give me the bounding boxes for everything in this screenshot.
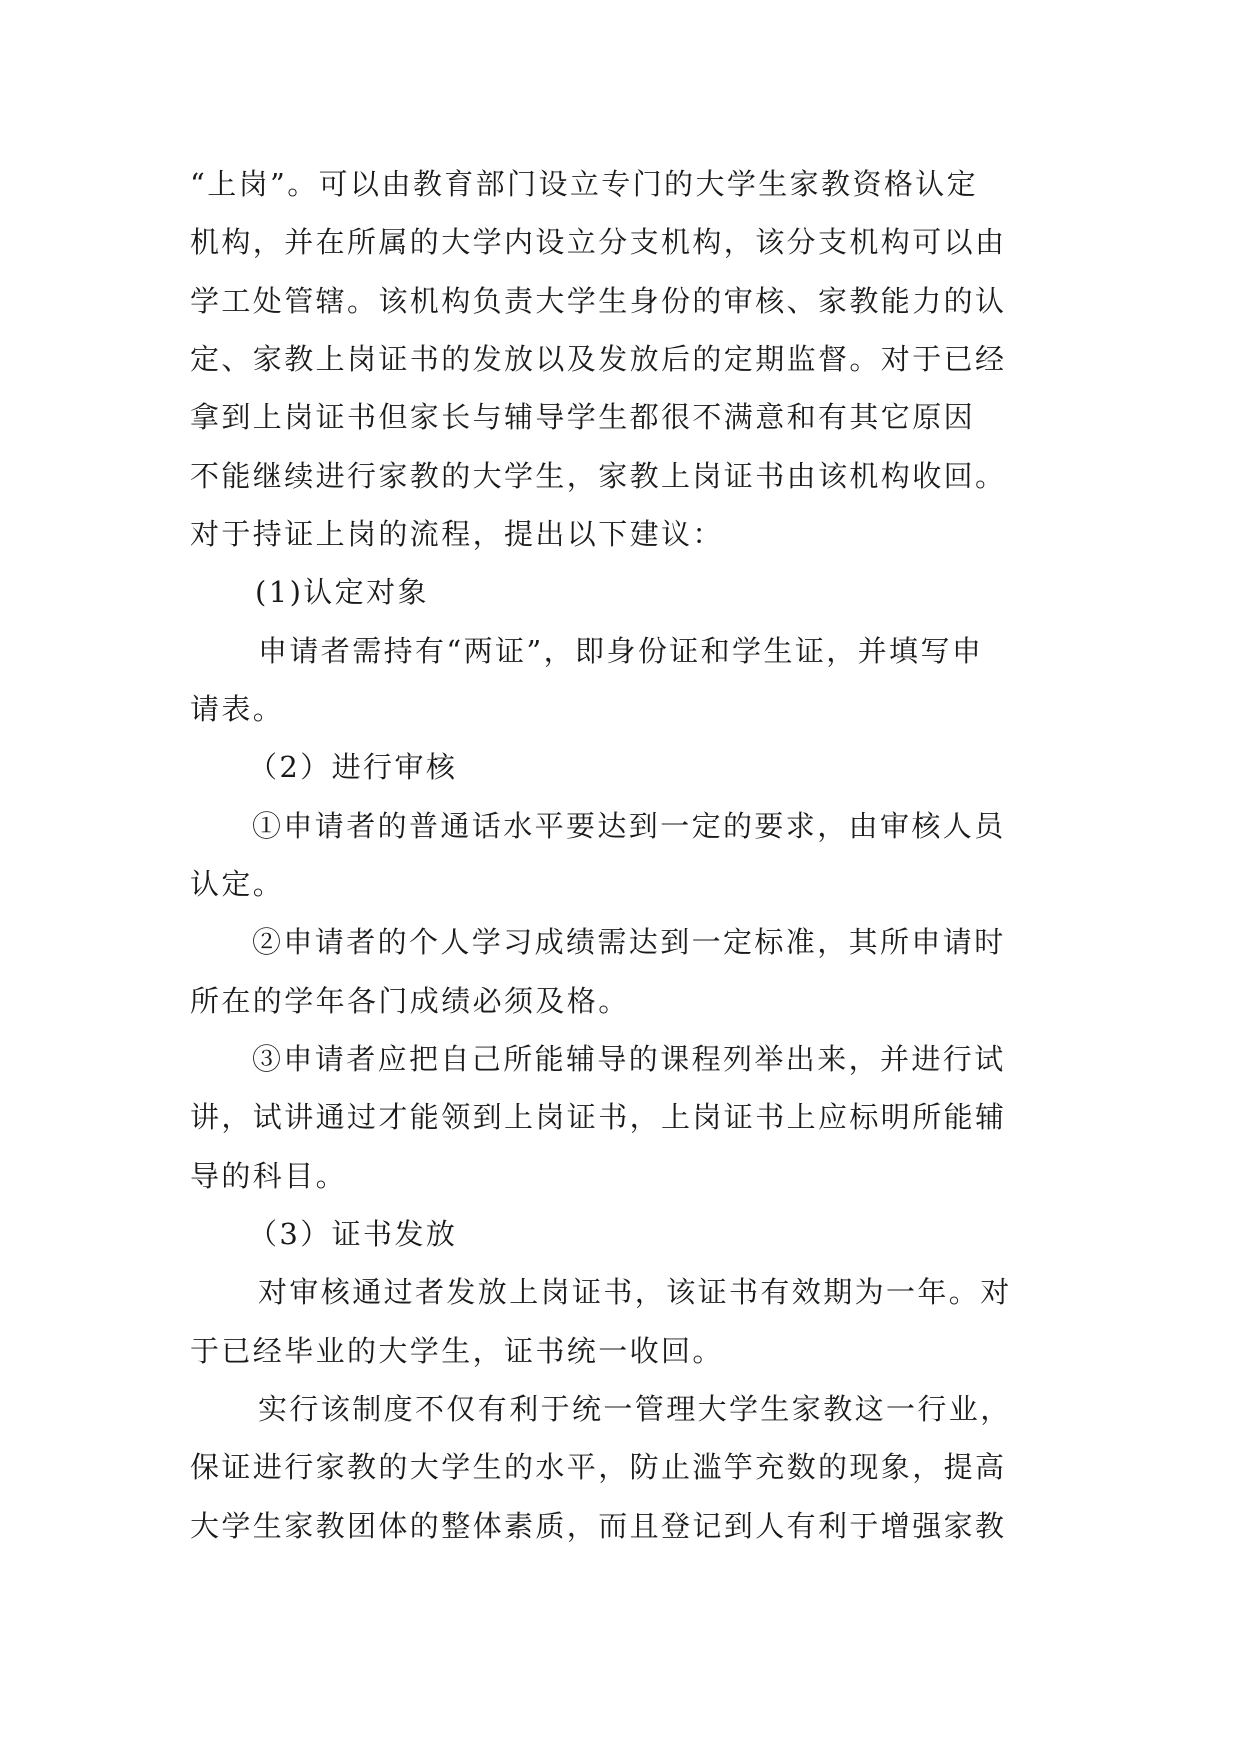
section-heading: （2）进行审核 <box>248 750 458 784</box>
text-line: 学工处管辖。该机构负责大学生身份的审核、家教能力的认 <box>190 284 1007 318</box>
text-line: 对于持证上岗的流程，提出以下建议： <box>190 517 724 551</box>
list-item: ③申请者应把自己所能辅导的课程列举出来，并进行试 <box>252 1042 1006 1076</box>
text-line: “上岗”。可以由教育部门设立专门的大学生家教资格认定 <box>190 167 979 201</box>
list-item: ①申请者的普通话水平要达到一定的要求，由审核人员 <box>252 809 1006 843</box>
text-line: 保证进行家教的大学生的水平，防止滥竽充数的现象，提高 <box>190 1450 1007 1484</box>
text-line: 定、家教上岗证书的发放以及发放后的定期监督。对于已经 <box>190 342 1007 376</box>
text-line: 请表。 <box>190 692 285 726</box>
text-line: 不能继续进行家教的大学生，家教上岗证书由该机构收回。 <box>190 459 1007 493</box>
text-line: 拿到上岗证书但家长与辅导学生都很不满意和有其它原因 <box>190 400 976 434</box>
text-line: 申请者需持有“两证”，即身份证和学生证，并填写申 <box>258 634 984 668</box>
text-line: 于已经毕业的大学生，证书统一收回。 <box>190 1334 724 1368</box>
text-line: 所在的学年各门成绩必须及格。 <box>190 984 630 1018</box>
section-heading: （3）证书发放 <box>248 1217 458 1251</box>
text-line: 讲，试讲通过才能领到上岗证书，上岗证书上应标明所能辅 <box>190 1100 1007 1134</box>
text-line: 导的科目。 <box>190 1159 348 1193</box>
text-line: 对审核通过者发放上岗证书，该证书有效期为一年。对 <box>258 1275 1012 1309</box>
list-item: ②申请者的个人学习成绩需达到一定标准，其所申请时 <box>252 925 1006 959</box>
section-heading: (1)认定对象 <box>255 575 429 609</box>
text-line: 实行该制度不仅有利于统一管理大学生家教这一行业， <box>258 1392 1012 1426</box>
text-line: 认定。 <box>190 867 285 901</box>
text-line: 大学生家教团体的整体素质，而且登记到人有利于增强家教 <box>190 1509 1007 1543</box>
text-line: 机构，并在所属的大学内设立分支机构，该分支机构可以由 <box>190 225 1007 259</box>
